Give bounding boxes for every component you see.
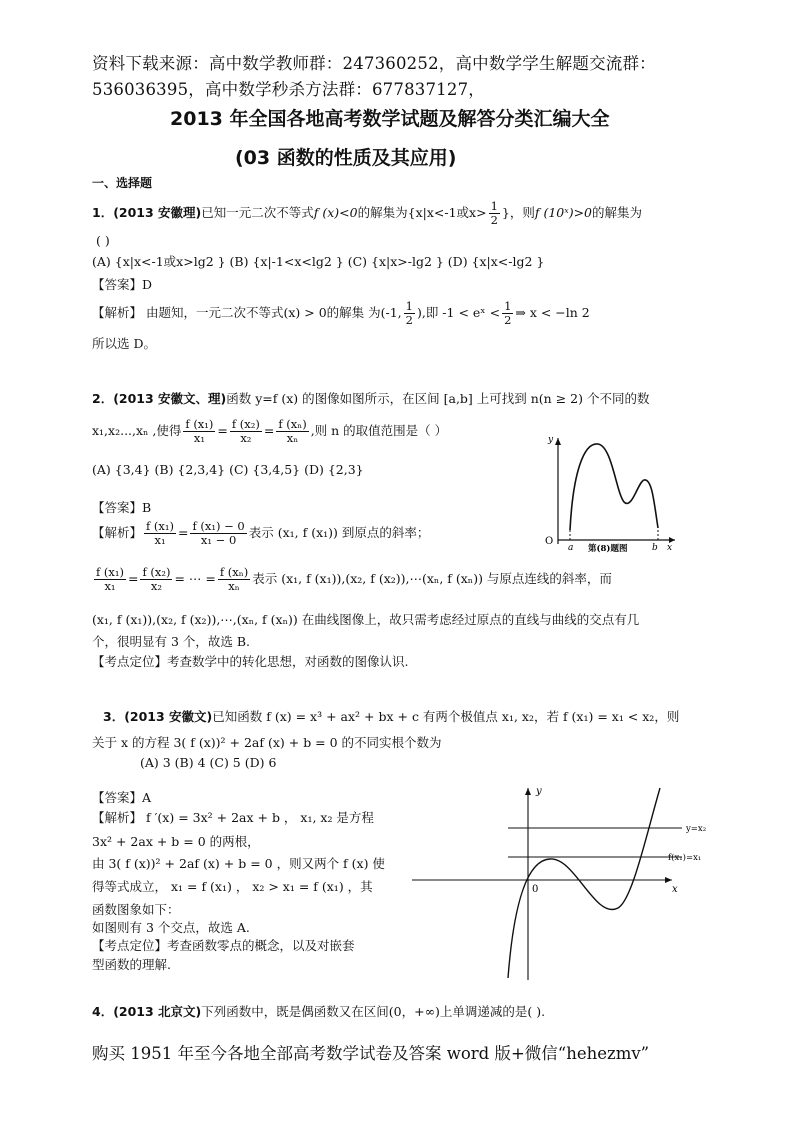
q2-options: (A) {3,4} (B) {2,3,4} (C) {3,4,5} (D) {2,3} bbox=[92, 462, 364, 477]
q2-function-graph bbox=[540, 432, 680, 554]
q2-label-o: O bbox=[545, 536, 554, 547]
q3-label-x: x bbox=[672, 884, 678, 895]
q3-source: 3．(2013 安徽文) bbox=[103, 709, 213, 724]
header-line-2: 536036395，高中数学秒杀方法群：677837127， bbox=[92, 80, 485, 99]
q2-stem-row2: x₁,x₂...,xₙ ,使得 $\frac{\text{f (x₁)}}{\text{x₁}}$ = $\frac{\text{f (x₂)}}{\text{x₂}}$ = $\frac{\text{f (xₙ)}}{\text{xₙ}}$ ,则 n 的取值范围是（ ） bbox=[92, 417, 448, 446]
section-heading: 一、选择题 bbox=[92, 176, 153, 190]
page-subtitle: (03 函数的性质及其应用) bbox=[235, 147, 457, 169]
q3-label-origin: 0 bbox=[532, 884, 539, 895]
q2-stem: 2．(2013 安徽文、理)函数 y=f (x) 的图像如图所示，在区间 [a,b] 上可找到 n(n ≥ 2) 个不同的数 bbox=[92, 391, 650, 406]
q3-label-line-x2: y=x₂ bbox=[686, 824, 707, 834]
q4-source: 4．(2013 北京文) bbox=[92, 1004, 202, 1019]
q2-analysis-4: 个，很明显有 3 个，故选 B. bbox=[92, 634, 251, 649]
q3-function-graph bbox=[410, 780, 710, 990]
q1-answer: 【答案】D bbox=[92, 277, 153, 292]
q3-analysis-4: 得等式成立， x₁ = f (x₁) ， x₂ > x₁ = f (x₁) ，其 bbox=[92, 879, 373, 894]
q2-label-b: b bbox=[652, 543, 658, 553]
q3-analysis-1: 【解析】 f ′(x) = 3x² + 2ax + b ， x₁, x₂ 是方程 bbox=[92, 810, 374, 825]
q2-label-a: a bbox=[568, 543, 574, 553]
q3-y-arrow bbox=[525, 788, 531, 795]
q3-answer: 【答案】A bbox=[92, 790, 152, 805]
q2-y-arrow bbox=[555, 438, 561, 445]
q3-label-line-x1: f(x₁)=x₁ bbox=[668, 853, 702, 863]
q2-figure-caption: 第(8)题图 bbox=[588, 544, 628, 554]
q3-curve bbox=[508, 788, 660, 978]
q1-paren: ( ) bbox=[96, 233, 110, 248]
q3-stem: 3．(2013 安徽文)已知函数 f (x) = x³ + ax² + bx + c 有两个极值点 x₁, x₂，若 f (x₁) = x₁ < x₂，则 bbox=[103, 709, 680, 724]
q2-curve bbox=[570, 444, 658, 530]
q4-stem: 4．(2013 北京文)下列函数中，既是偶函数又在区间(0，+∞)上单调递减的是( ). bbox=[92, 1004, 546, 1019]
q3-label-y: y bbox=[536, 786, 542, 797]
q1-source: 1．(2013 安徽理) bbox=[92, 205, 202, 221]
q3-key-point: 【考点定位】考查函数零点的概念，以及对嵌套 bbox=[92, 938, 355, 953]
q3-x-arrow bbox=[665, 877, 672, 883]
q3-stem-row2: 关于 x 的方程 3( f (x))² + 2af (x) + b = 0 的不同实根个数为 bbox=[92, 735, 442, 750]
q1-options: (A) {x|x<-1或x>lg2 } (B) {x|-1<x<lg2 } (C) {x|x>-lg2 } (D) {x|x<-lg2 } bbox=[92, 254, 545, 269]
q2-key-point: 【考点定位】考查数学中的转化思想，对函数的图像认识. bbox=[92, 654, 409, 669]
q1-conclusion: 所以选 D。 bbox=[92, 336, 156, 351]
q2-label-y: y bbox=[548, 435, 554, 445]
q2-analysis-2: $\frac{\text{f (x₁)}}{\text{x₁}}$ = $\frac{\text{f (x₂)}}{\text{x₂}}$ = ⋯ = $\frac{\text{f (xₙ)}}{\text{xₙ}}$ 表示 (x₁, f (x₁)),(x₂, f (x₂)),⋯(xₙ, f (xₙ)) 与原点连线的斜率，而 bbox=[96, 565, 612, 594]
q1-fraction-half: $\frac{1}{2}$ bbox=[490, 199, 498, 228]
q3-options: (A) 3 (B) 4 (C) 5 (D) 6 bbox=[140, 755, 277, 770]
q2-source: 2．(2013 安徽文、理) bbox=[92, 391, 227, 406]
q2-analysis-3: (x₁, f (x₁)),(x₂, f (x₂)),⋯,(xₙ, f (xₙ)) 在曲线图像上，故只需考虑经过原点的直线与曲线的交点有几 bbox=[92, 612, 640, 627]
q3-key-point-2: 型函数的理解. bbox=[92, 957, 171, 972]
q3-analysis-3: 由 3( f (x))² + 2af (x) + b = 0 ，则又两个 f (x) 使 bbox=[92, 856, 385, 871]
q3-analysis-2: 3x² + 2ax + b = 0 的两根， bbox=[92, 834, 260, 849]
q2-analysis-1: 【解析】 $\frac{\text{f (x₁)}}{\text{x₁}}$ = $\frac{\text{f (x₁) − 0}}{\text{x₁ − 0}}$ 表示 (x₁, f (x₁)) 到原点的斜率； bbox=[92, 519, 430, 548]
page-title: 2013 年全国各地高考数学试题及解答分类汇编大全 bbox=[170, 108, 610, 130]
q1-analysis: 【解析】 由题知，一元二次不等式(x) > 0的解集 为(-1, $\frac{1}{2}$ ),即 -1 < eˣ < $\frac{1}{2}$ ⇒ x < −ln 2 bbox=[92, 299, 590, 328]
footer-ad: 购买 1951 年至今各地全部高考数学试卷及答案 word 版+微信“hehezmv” bbox=[92, 1044, 650, 1063]
q3-analysis-5: 函数图象如下： bbox=[92, 902, 180, 917]
q2-label-x: x bbox=[667, 543, 673, 553]
header-line-1: 资料下载来源：高中数学教师群：247360252，高中数学学生解题交流群： bbox=[92, 54, 656, 73]
q2-answer: 【答案】B bbox=[92, 500, 152, 515]
q1-stem: 1．(2013 安徽理)已知一元二次不等式f (x)<0的解集为{x|x<-1或x> $\frac{1}{2}$ }，则f (10ˣ)>0的解集为 bbox=[92, 199, 643, 228]
q3-analysis-6: 如图则有 3 个交点，故选 A. bbox=[92, 920, 250, 935]
